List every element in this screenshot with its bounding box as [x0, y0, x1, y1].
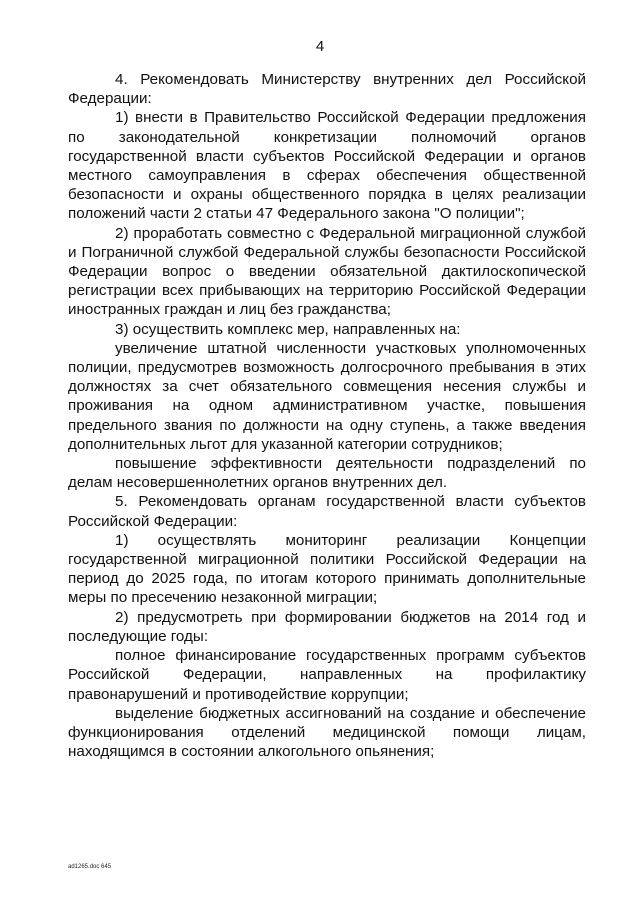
paragraph-item-4-3-a: увеличение штатной численности участковых уполномоченных полиции, предусмотрев возможность долгосрочного пребывания в этих должностях за счет обязательного совмещения несения службы и проживания на одном административном участке, повышения предельного звания по должности на одну ступень, а также введения дополнительных льгот для указанной категории сотрудников; [68, 339, 586, 453]
paragraph-item-4-3: 3) осуществить комплекс мер, направленных на: [115, 320, 461, 338]
paragraph-item-4: 4. Рекомендовать Министерству внутренних дел Российской Федерации: [68, 71, 586, 108]
paragraph-item-4-2: 2) проработать совместно с Федеральной миграционной службой и Пограничной службой Федеральной службы безопасности Российской Федерации вопрос о введении обязательной дактилоскопической регистрации всех прибывающих на территорию Российской Федерации иностранных граждан и лиц без гражданства; [68, 224, 586, 319]
paragraph-item-5-2-a: полное финансирование государственных программ субъектов Российской Федерации, направленных на профилактику правонарушений и противодействие коррупции; [68, 647, 586, 703]
paragraph-item-5-2-b: выделение бюджетных ассигнований на создание и обеспечение функционирования отделений медицинской помощи лицам, находящимся в состоянии алкогольного опьянения; [68, 704, 586, 761]
paragraph-item-4-1: 1) внести в Правительство Российской Федерации предложения по законодательной конкретизации полномочий органов государственной власти субъектов Российской Федерации и органов местного самоуправления в сферах обеспечения общественной безопасности и охраны общественного порядка в целях реализации положений части 2 статьи 47 Федерального закона "О полиции"; [68, 109, 586, 223]
paragraph-item-5-1: 1) осуществлять мониторинг реализации Концепции государственной миграционной политики Российской Федерации на период до 2025 года, по итогам которого принимать дополнительные меры по пресечению незаконной миграции; [68, 531, 586, 607]
paragraph-item-5: 5. Рекомендовать органам государственной власти субъектов Российской Федерации: [68, 493, 586, 530]
paragraph-item-4-3-b: повышение эффективности деятельности подразделений по делам несовершеннолетних органов внутренних дел. [68, 455, 586, 492]
footer-document-code: ad1265.doc 645 [68, 864, 112, 870]
paragraph-item-5-2: 2) предусмотреть при формировании бюджетов на 2014 год и последующие годы: [68, 608, 586, 645]
page-number: 4 [315, 38, 325, 55]
document-body [68, 70, 586, 761]
